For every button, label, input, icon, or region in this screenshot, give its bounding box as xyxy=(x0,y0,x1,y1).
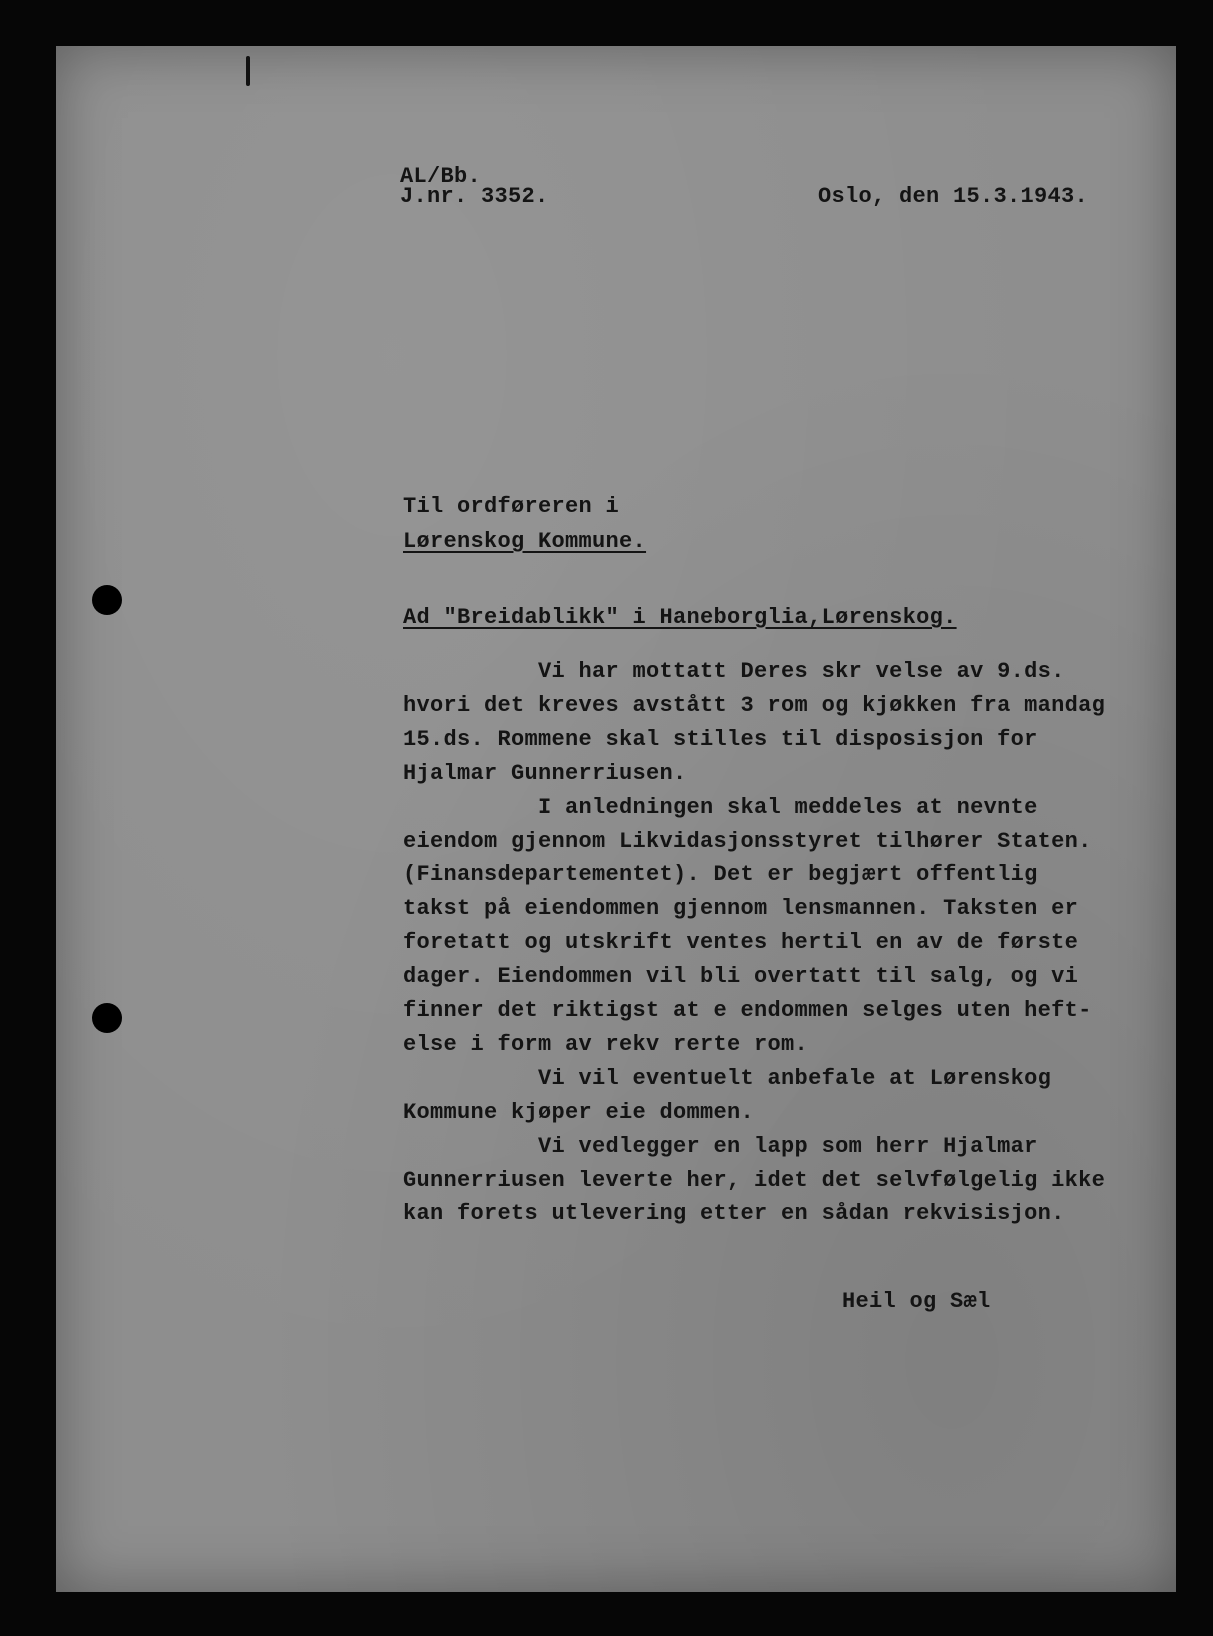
recipient-name: Lørenskog Kommune. xyxy=(403,529,647,554)
body-line: dager. Eiendommen vil bli overtatt til salg, og vi xyxy=(403,964,1079,990)
body-line: takst på eiendommen gjennom lensmannen. Taksten er xyxy=(403,896,1079,922)
ink-mark xyxy=(246,56,250,86)
body-line: kan forets utlevering etter en sådan rekvisisjon. xyxy=(403,1201,1065,1227)
body-line: finner det riktigst at e endommen selges uten heft- xyxy=(403,998,1092,1023)
body-line: Vi vil eventuelt anbefale at Lørenskog xyxy=(403,1065,1052,1091)
subject-line: Ad "Breidablikk" i Haneborglia,Lørenskog. xyxy=(403,605,957,630)
recipient-line: Til ordføreren i xyxy=(403,494,620,519)
body-line: Vi har mottatt Deres skr velse av 9.ds. xyxy=(403,659,1065,684)
body-line: Kommune kjøper eie dommen. xyxy=(403,1099,755,1125)
punch-hole-top xyxy=(92,585,122,615)
reference-initials: AL/Bb. xyxy=(400,164,482,189)
body-line: 15.ds. Rommene skal stilles til disposisjon for xyxy=(403,726,1038,752)
body-line: eiendom gjennom Likvidasjonsstyret tilhører Staten. xyxy=(403,828,1092,854)
journal-number: J.nr. 3352. xyxy=(400,184,549,209)
punch-hole-bottom xyxy=(92,1003,122,1033)
body-line: hvori det kreves avstått 3 rom og kjøkken fra mandag xyxy=(403,692,1106,718)
body-line: Vi vedlegger en lapp som herr Hjalmar xyxy=(403,1133,1038,1159)
closing-salutation: Heil og Sæl xyxy=(842,1289,991,1314)
body-line: Gunnerriusen leverte her, idet det selvfølgelig ikke xyxy=(403,1167,1106,1193)
body-line: Hjalmar Gunnerriusen. xyxy=(403,760,687,786)
body-line: I anledningen skal meddeles at nevnte xyxy=(403,794,1038,820)
place-and-date: Oslo, den 15.3.1943. xyxy=(818,184,1089,209)
body-line: else i form av rekv rerte rom. xyxy=(403,1031,809,1057)
body-line: (Finansdepartementet). Det er begjært offentlig xyxy=(403,862,1038,888)
body-line: foretatt og utskrift ventes hertil en av de første xyxy=(403,930,1079,956)
